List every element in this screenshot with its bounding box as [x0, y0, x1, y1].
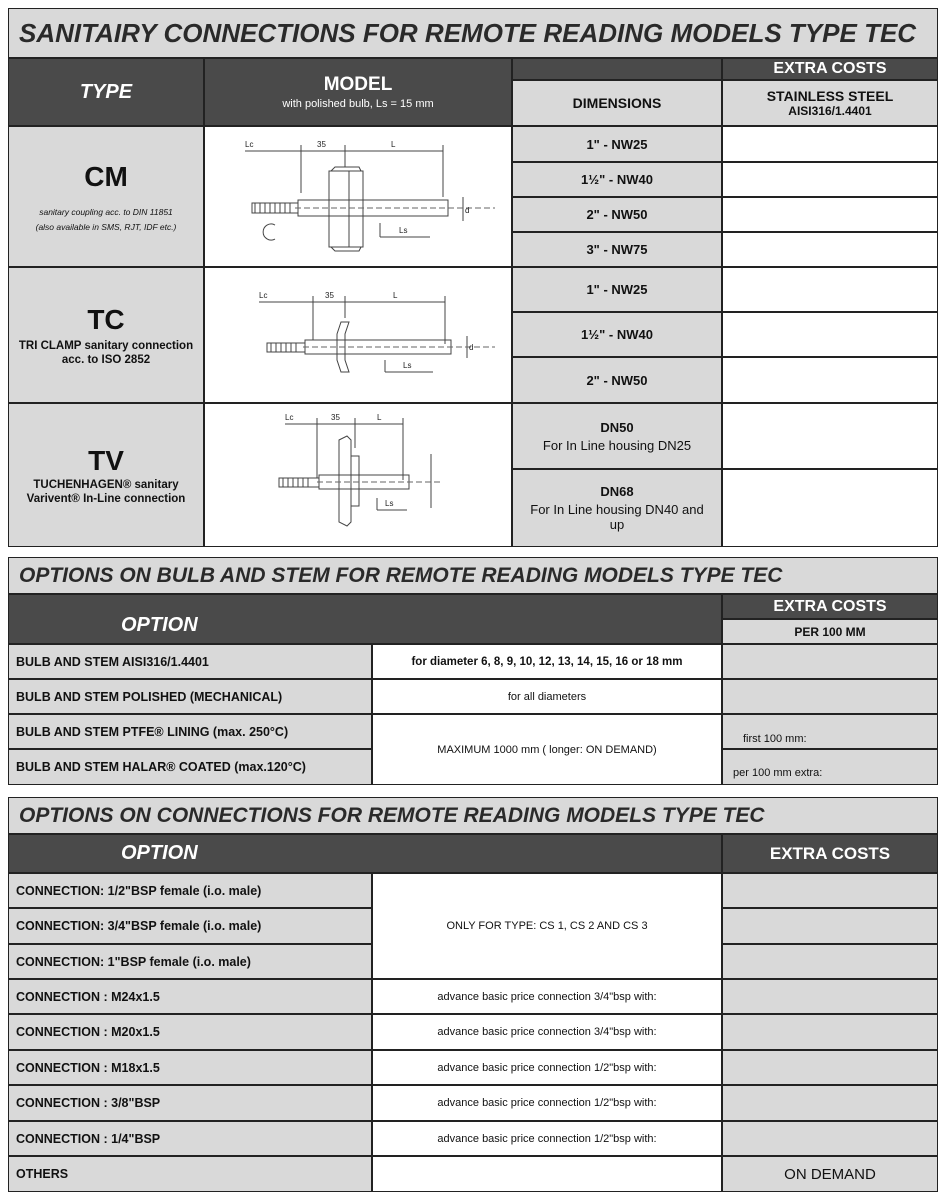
type-cell-cm	[8, 126, 204, 267]
tv-ls-label: Ls	[385, 499, 394, 508]
conn-row-2-label: CONNECTION: 3/4"BSP female (i.o. male)	[8, 908, 372, 944]
cost-tc-2	[722, 312, 938, 357]
bulb-option-header-label: OPTION	[121, 614, 198, 636]
sanitary-title-bar	[8, 8, 938, 58]
conn-row-4-cost	[722, 979, 938, 1014]
tc-d-label: d	[469, 343, 474, 352]
dim-cm-1: 1" - NW25	[512, 126, 722, 162]
drawing-cell-cm	[204, 126, 512, 267]
type-desc-tc-2: acc. to ISO 2852	[61, 354, 151, 366]
conn-row-6-label: CONNECTION : M18x1.5	[8, 1050, 372, 1085]
dim-tv-1-line1: DN50	[600, 419, 634, 435]
tv-l-label: L	[377, 413, 382, 422]
type-code-tv: TV	[88, 445, 124, 476]
connections-title-bar	[8, 797, 938, 834]
conn-row-8-note: advance basic price connection 1/2"bsp with:	[372, 1121, 722, 1156]
conn-row-1-cost	[722, 873, 938, 908]
bulb-title: OPTIONS ON BULB AND STEM FOR REMOTE READING MODELS TYPE TEC	[19, 563, 783, 587]
bulb-row-3-cost-label: first 100 mm:	[743, 733, 807, 745]
stainless-header	[722, 80, 938, 126]
conn-row-1-label: CONNECTION: 1/2"BSP female (i.o. male)	[8, 873, 372, 908]
type-desc-tv-1: TUCHENHAGEN® sanitary	[33, 479, 179, 491]
cost-cm-2	[722, 162, 938, 197]
cm-d-label: d	[465, 206, 470, 215]
bulb-row-1-label: BULB AND STEM AISI316/1.4401	[8, 644, 372, 679]
tv-35-label: 35	[331, 413, 340, 422]
conn-row-7-cost	[722, 1085, 938, 1121]
conn-row-5-label: CONNECTION : M20x1.5	[8, 1014, 372, 1050]
conn-option-header-label: OPTION	[121, 842, 198, 864]
aisi-label: AISI316/1.4401	[788, 104, 872, 118]
bulb-row-4-cost	[722, 749, 938, 785]
dim-tv-2	[512, 469, 722, 547]
conn-row-3-cost	[722, 944, 938, 979]
cost-cm-3	[722, 197, 938, 232]
type-desc-tc-1: TRI CLAMP sanitary connection	[18, 340, 194, 352]
conn-extra-costs-label: EXTRA COSTS	[769, 843, 891, 863]
model-header-sub: with polished bulb, Ls = 15 mm	[282, 98, 434, 110]
bulb-row-2-cost	[722, 679, 938, 714]
bulb-per100-header	[722, 619, 938, 644]
conn-row-6-cost	[722, 1050, 938, 1085]
bulb-row-1-cost	[722, 644, 938, 679]
type-code-cm: CM	[84, 161, 128, 192]
conn-option-header	[8, 834, 722, 873]
extra-costs-header-label: EXTRA COSTS	[773, 60, 887, 77]
dim-tv-1	[512, 403, 722, 469]
conn-row-9-label: OTHERS	[8, 1156, 372, 1192]
type-desc-cm-2: (also available in SMS, RJT, IDF etc.)	[35, 222, 177, 232]
extra-costs-header	[722, 58, 938, 80]
conn-row-5-note: advance basic price connection 3/4"bsp with:	[372, 1014, 722, 1050]
bulb-extra-costs-header	[722, 594, 938, 619]
model-header	[204, 58, 512, 126]
bulb-title-bar	[8, 557, 938, 594]
stainless-label: STAINLESS STEEL	[766, 88, 894, 104]
drawing-cell-tv	[204, 403, 512, 547]
dim-cm-4: 3" - NW75	[512, 232, 722, 267]
bulb-extra-costs-label: EXTRA COSTS	[773, 597, 887, 615]
tc-ls-label: Ls	[403, 361, 412, 370]
conn-row-6-note: advance basic price connection 1/2"bsp with:	[372, 1050, 722, 1085]
bulb-row-4-cost-label: per 100 mm extra:	[733, 767, 823, 779]
conn-row-7-label: CONNECTION : 3/8"BSP	[8, 1085, 372, 1121]
drawing-cell-tc	[204, 267, 512, 403]
bulb-row-1-note: for diameter 6, 8, 9, 10, 12, 13, 14, 15, 16 or 18 mm	[372, 644, 722, 679]
type-cell-tc	[8, 267, 204, 403]
conn-row-9-note	[372, 1156, 722, 1192]
conn-row-8-cost	[722, 1121, 938, 1156]
dimensions-header	[512, 80, 722, 126]
bulb-shared-note: MAXIMUM 1000 mm ( longer: ON DEMAND)	[372, 714, 722, 785]
type-desc-tv-2: Varivent® In-Line connection	[26, 493, 186, 505]
cost-tv-1	[722, 403, 938, 469]
bulb-row-3-label: BULB AND STEM PTFE® LINING (max. 250°C)	[8, 714, 372, 749]
bulb-row-4-label: BULB AND STEM HALAR® COATED (max.120°C)	[8, 749, 372, 785]
model-header-label: MODEL	[323, 74, 393, 95]
cost-tc-3	[722, 357, 938, 403]
cost-cm-4	[722, 232, 938, 267]
cost-cm-1	[722, 126, 938, 162]
cm-drawing	[205, 127, 511, 266]
tv-lc-label: Lc	[285, 413, 294, 422]
conn-row-4-note: advance basic price connection 3/4"bsp with:	[372, 979, 722, 1014]
conn-row-4-label: CONNECTION : M24x1.5	[8, 979, 372, 1014]
dimensions-header-label: DIMENSIONS	[572, 95, 662, 111]
bulb-per100-label: PER 100 MM	[794, 624, 866, 639]
bulb-row-3-cost	[722, 714, 938, 749]
type-desc-cm-1: sanitary coupling acc. to DIN 11851	[39, 207, 173, 217]
cm-lc-label: Lc	[245, 140, 254, 149]
header-blank	[512, 58, 722, 80]
cost-tv-2	[722, 469, 938, 547]
cm-35-label: 35	[317, 140, 326, 149]
cm-l-label: L	[391, 140, 396, 149]
conn-row-3-label: CONNECTION: 1"BSP female (i.o. male)	[8, 944, 372, 979]
tc-l-label: L	[393, 291, 398, 300]
type-code-tc: TC	[87, 304, 125, 335]
connections-title: OPTIONS ON CONNECTIONS FOR REMOTE READING MODELS TYPE TEC	[19, 803, 765, 827]
dim-tc-1: 1" - NW25	[512, 267, 722, 312]
bulb-row-2-note: for all diameters	[372, 679, 722, 714]
cm-ls-label: Ls	[399, 226, 408, 235]
sanitary-title: SANITAIRY CONNECTIONS FOR REMOTE READING MODELS TYPE TEC	[19, 17, 917, 48]
dim-tc-3: 2" - NW50	[512, 357, 722, 403]
conn-shared-note: ONLY FOR TYPE: CS 1, CS 2 AND CS 3	[372, 873, 722, 979]
tv-drawing	[205, 404, 511, 546]
conn-extra-costs-header	[722, 834, 938, 873]
dim-tv-2-line1: DN68	[600, 484, 634, 499]
tc-drawing	[205, 268, 511, 402]
conn-row-7-note: advance basic price connection 1/2"bsp with:	[372, 1085, 722, 1121]
conn-row-5-cost	[722, 1014, 938, 1050]
type-cell-tv	[8, 403, 204, 547]
type-header	[8, 58, 204, 126]
dim-tv-2-line2: For In Line housing DN40 and up	[530, 502, 704, 532]
type-header-label: TYPE	[79, 80, 133, 103]
dim-tc-2: 1½" - NW40	[512, 312, 722, 357]
dim-tv-1-line2: For In Line housing DN25	[542, 437, 692, 453]
dim-cm-3: 2" - NW50	[512, 197, 722, 232]
tc-lc-label: Lc	[259, 291, 268, 300]
conn-row-9-cost: ON DEMAND	[722, 1156, 938, 1192]
bulb-option-header	[8, 594, 722, 644]
dim-cm-2: 1½" - NW40	[512, 162, 722, 197]
conn-row-2-cost	[722, 908, 938, 944]
bulb-row-2-label: BULB AND STEM POLISHED (MECHANICAL)	[8, 679, 372, 714]
conn-row-8-label: CONNECTION : 1/4"BSP	[8, 1121, 372, 1156]
cost-tc-1	[722, 267, 938, 312]
tc-35-label: 35	[325, 291, 334, 300]
